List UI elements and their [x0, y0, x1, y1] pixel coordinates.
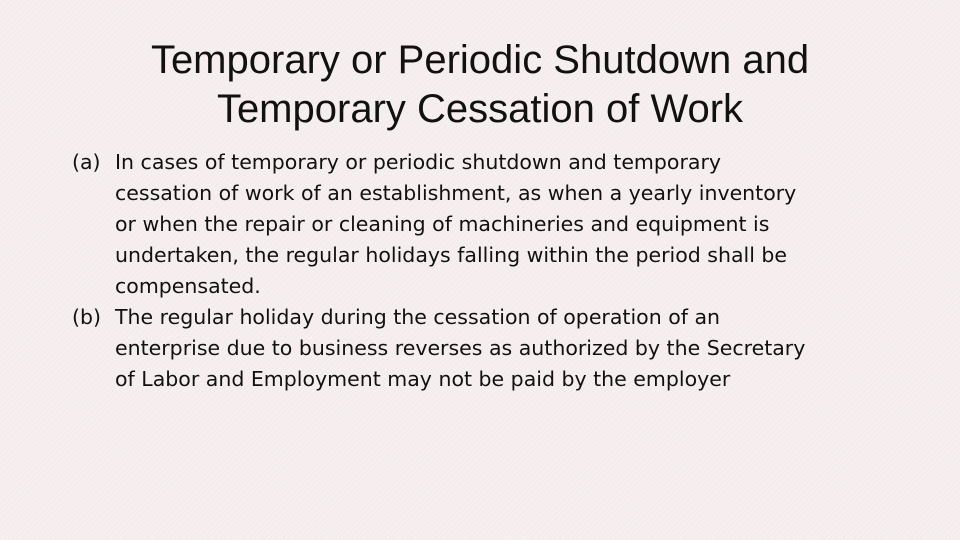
list-marker-a: (a)	[72, 150, 101, 174]
list-marker-b: (b)	[72, 305, 102, 329]
list-item-a-line-3: or when the repair or cleaning of machineries and equipment is	[115, 212, 770, 236]
list-item-a	[72, 147, 892, 302]
list-item-a-line-1: In cases of temporary or periodic shutdown and temporary	[115, 150, 722, 174]
list-item-b-line-1: The regular holiday during the cessation of operation of an	[115, 305, 721, 329]
list-item-b-line-3: of Labor and Employment may not be paid by the employer	[115, 367, 731, 391]
slide-title-line-2: Temporary Cessation of Work	[216, 87, 744, 131]
list-item-a-line-5: compensated.	[115, 274, 261, 298]
slide-title-line-1: Temporary or Periodic Shutdown and	[150, 38, 810, 82]
list-item-a-line-2: cessation of work of an establishment, as when a yearly inventory	[115, 181, 797, 205]
body-list	[72, 147, 892, 395]
list-item-a-text	[115, 147, 892, 302]
slide-title	[60, 36, 900, 134]
list-item-b	[72, 302, 892, 395]
list-item-b-text	[115, 302, 892, 395]
list-item-a-line-4: undertaken, the regular holidays falling within the period shall be	[115, 243, 788, 267]
list-item-b-line-2: enterprise due to business reverses as authorized by the Secretary	[115, 336, 806, 360]
